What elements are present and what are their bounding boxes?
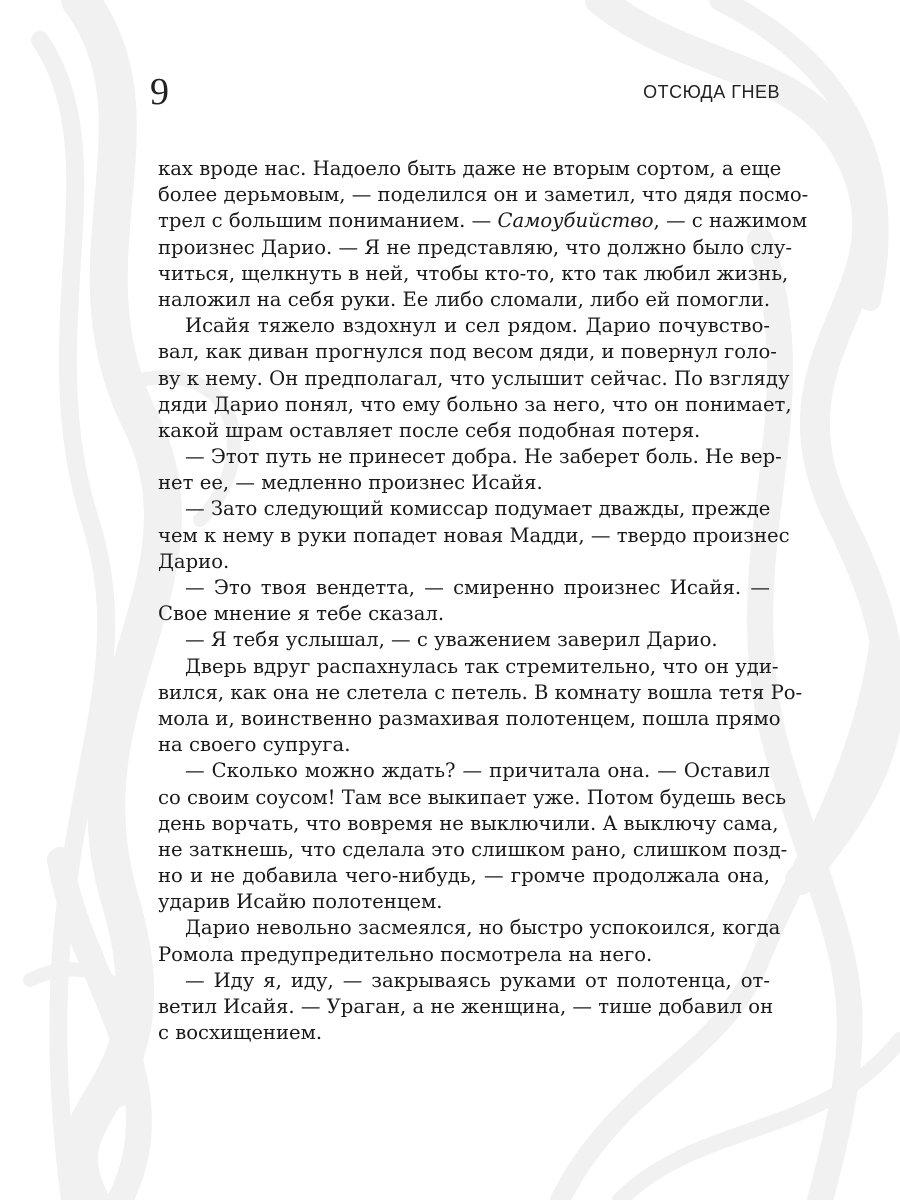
body-text: [158, 156, 809, 1046]
text-segment: трел с большим пониманием. —: [158, 209, 492, 233]
text-line: вился, как она не слетела с петель. В комнату вошла тетя Ро-: [158, 680, 803, 704]
text-line: — Это твоя вендетта, — смиренно произнес Исайя. —: [185, 576, 770, 599]
text-line: наложил на себя руки. Ее либо сломали, либо ей помогли.: [158, 287, 771, 311]
text-line: произнес Дарио. — Я не представляю, что должно было слу-: [158, 235, 793, 259]
page-number: 9: [150, 71, 169, 113]
text-line: ках вроде нас. Надоело быть даже не вторым сортом, а еще: [158, 157, 782, 180]
italic-word: Самоубийство: [497, 209, 654, 233]
text-line: — Я тебя услышал, — с уважением заверил Дарио.: [185, 628, 718, 652]
text-line: ветил Исайя. — Ураган, а не женщина, — тише добавил он: [158, 995, 774, 1018]
text-line: но и не добавила чего-нибудь, — громче продолжала она,: [158, 864, 770, 888]
text-line: со своим соусом! Там все выкипает уже. Потом будешь весь: [158, 785, 787, 809]
text-line: нет ее, — медленно произнес Исайя.: [158, 471, 543, 495]
text-line: — Этот путь не принесет добра. Не заберет боль. Не вер-: [185, 445, 782, 469]
text-line: Дарио.: [158, 549, 230, 573]
text-line: [158, 208, 808, 234]
text-line: — Зато следующий комиссар подумает дважды, прежде: [185, 497, 771, 521]
text-line: чем к нему в руки попадет новая Мадди, — твердо произнес: [158, 523, 790, 547]
text-line: ударив Исайю полотенцем.: [158, 890, 443, 914]
text-line: Свое мнение я тебе сказал.: [158, 602, 445, 626]
text-line: какой шрам оставляет после себя подобная потеря.: [158, 418, 701, 442]
text-line: Ромола предупредительно посмотрела на него.: [158, 942, 653, 966]
text-line: дяди Дарио понял, что ему больно за него, что он понимает,: [158, 392, 792, 416]
text-line: Исайя тяжело вздохнул и сел рядом. Дарио почувство-: [185, 314, 770, 338]
text-line: читься, щелкнуть в ней, чтобы кто-то, кто так любил жизнь,: [158, 261, 789, 285]
text-line: не заткнешь, что сделала это слишком рано, слишком позд-: [158, 837, 788, 861]
text-line: ву к нему. Он предполагал, что услышит сейчас. По взгляду: [158, 366, 790, 390]
running-title: ОТСЮДА ГНЕВ: [643, 82, 780, 102]
text-line: более дерьмовым, — поделился он и заметил, что дядя посмо-: [158, 183, 809, 207]
text-line: с восхищением.: [158, 1021, 323, 1045]
text-line: Дверь вдруг распахнулась так стремительно, что он уди-: [185, 654, 779, 678]
text-line: — Сколько можно ждать? — причитала она. — Оставил: [185, 759, 770, 783]
text-line: на своего супруга.: [158, 733, 351, 757]
text-line: день ворчать, что вовремя не выключили. А выключу сама,: [158, 811, 779, 835]
text-line: вал, как диван прогнулся под весом дяди, и повернул голо-: [158, 340, 777, 364]
text-segment: , — с нажимом: [653, 209, 808, 233]
text-line: мола и, воинственно размахивая полотенцем, пошла прямо: [158, 706, 781, 730]
text-line: Дарио невольно засмеялся, но быстро успокоился, когда: [185, 916, 781, 940]
text-line: — Иду я, иду, — закрываясь руками от полотенца, от-: [185, 968, 770, 992]
